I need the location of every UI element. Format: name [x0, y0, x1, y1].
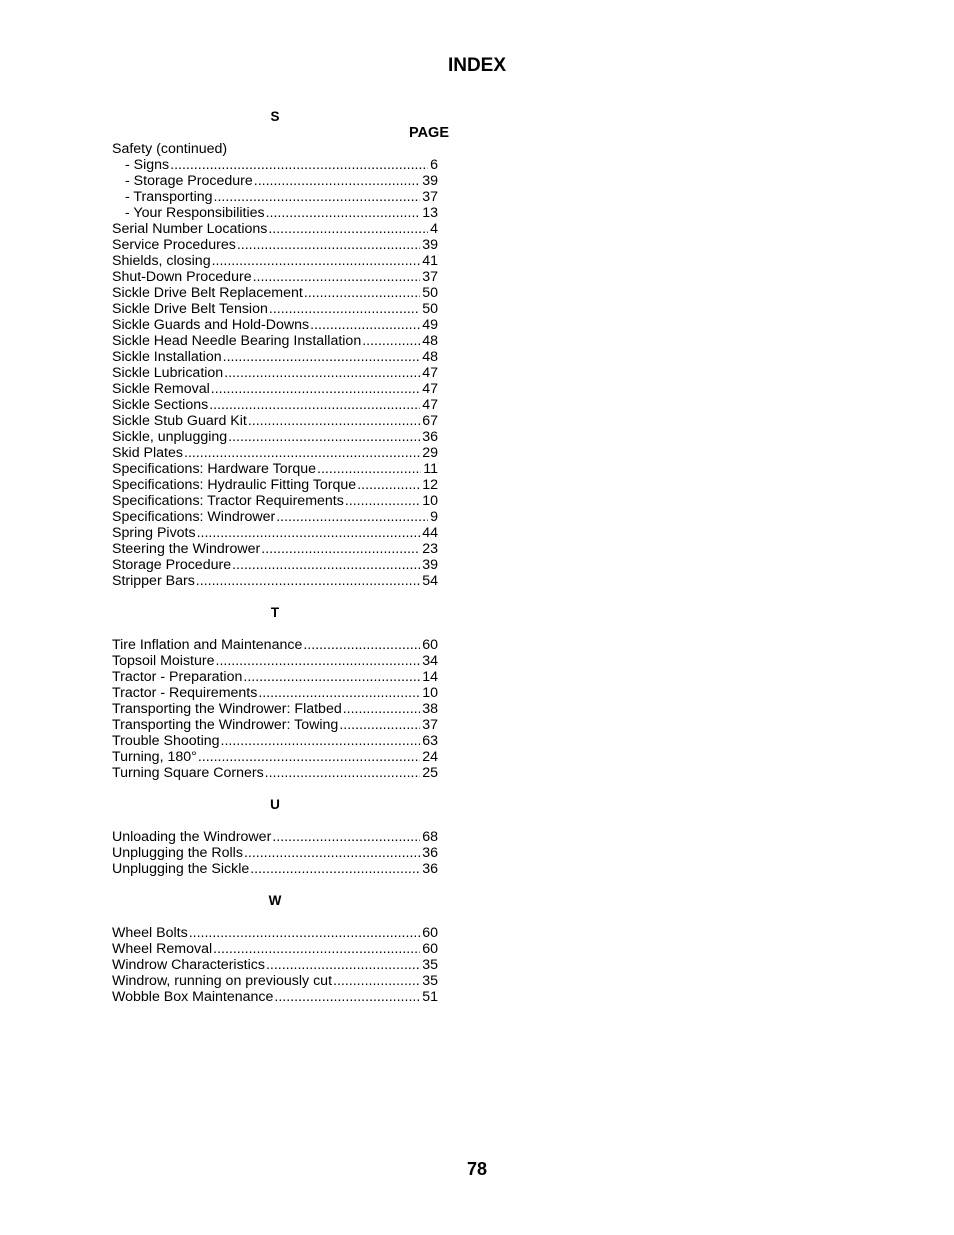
section-spacer	[112, 909, 438, 925]
page-number: 78	[466, 1159, 488, 1179]
dot-leader	[214, 189, 421, 205]
entry-label: Skid Plates	[112, 445, 183, 461]
dot-leader	[198, 749, 420, 765]
dot-leader	[224, 365, 420, 381]
entry-page-number: 54	[422, 573, 438, 589]
entry-page-number: 4	[430, 221, 438, 237]
dot-leader	[258, 685, 420, 701]
index-entry	[112, 829, 438, 845]
entry-page-number: 36	[422, 429, 438, 445]
entry-label: Specifications: Tractor Requirements	[112, 493, 344, 509]
index-entry	[112, 269, 438, 285]
entry-page-number: 12	[422, 477, 438, 493]
entry-label: Safety (continued)	[112, 141, 228, 157]
entry-page-number: 48	[422, 333, 438, 349]
dot-leader	[345, 493, 420, 509]
index-entry	[112, 957, 438, 973]
index-entry	[112, 173, 438, 189]
index-entry	[112, 861, 438, 877]
entry-page-number: 24	[422, 749, 438, 765]
index-entry	[112, 973, 438, 989]
entry-page-number: 49	[422, 317, 438, 333]
entry-page-number: 47	[422, 397, 438, 413]
entry-label: Trouble Shooting	[112, 733, 220, 749]
entry-label: Shut-Down Procedure	[112, 269, 252, 285]
entry-label: Storage Procedure	[112, 557, 232, 573]
entry-page-number: 60	[422, 925, 438, 941]
entry-page-number: 10	[422, 493, 438, 509]
dot-leader	[209, 397, 420, 413]
index-entry	[112, 717, 438, 733]
entry-page-number: 47	[422, 381, 438, 397]
index-list	[112, 109, 449, 1005]
entry-label: Specifications: Hydraulic Fitting Torque	[112, 477, 357, 493]
entry-label: Sickle Lubrication	[112, 365, 224, 381]
entry-page-number: 23	[422, 541, 438, 557]
entry-page-number: 13	[422, 205, 438, 221]
section-spacer	[112, 877, 438, 893]
dot-leader	[266, 205, 421, 221]
entry-label: Transporting the Windrower: Towing	[112, 717, 339, 733]
dot-leader	[197, 525, 421, 541]
entry-label: Wheel Removal	[112, 941, 213, 957]
entry-label: Stripper Bars	[112, 573, 195, 589]
dot-leader	[223, 349, 421, 365]
entry-page-number: 51	[422, 989, 438, 1005]
entry-page-number: 35	[422, 973, 438, 989]
index-entry	[112, 349, 438, 365]
entry-page-number: 60	[422, 637, 438, 653]
section-letter: T	[270, 605, 280, 620]
entry-page-number: 50	[422, 285, 438, 301]
index-entry	[112, 205, 438, 221]
entry-label: Wheel Bolts	[112, 925, 188, 941]
entry-label: Topsoil Moisture	[112, 653, 215, 669]
dot-leader	[274, 989, 420, 1005]
dot-leader	[212, 253, 421, 269]
index-entry	[112, 925, 438, 941]
index-entry	[112, 285, 438, 301]
index-entry	[112, 301, 438, 317]
index-entry	[112, 461, 438, 477]
index-entry	[112, 525, 438, 541]
index-entry	[112, 573, 438, 589]
entry-page-number: 38	[422, 701, 438, 717]
entry-label: Sickle, unplugging	[112, 429, 228, 445]
index-entry	[112, 381, 438, 397]
entry-page-number: 47	[422, 365, 438, 381]
index-entry	[112, 701, 438, 717]
entry-label: Sickle Stub Guard Kit	[112, 413, 247, 429]
dot-leader	[343, 701, 420, 717]
index-entry	[112, 493, 438, 509]
entry-page-number: 6	[430, 157, 438, 173]
index-entry	[112, 365, 438, 381]
dot-leader	[244, 845, 420, 861]
entry-page-number: 39	[422, 173, 438, 189]
dot-leader	[269, 301, 420, 317]
index-entry	[112, 845, 438, 861]
section-spacer	[112, 589, 438, 605]
dot-leader	[221, 733, 421, 749]
entry-page-number: 63	[422, 733, 438, 749]
index-entry	[112, 541, 438, 557]
entry-page-number: 10	[422, 685, 438, 701]
entry-page-number: 50	[422, 301, 438, 317]
section-letter: W	[268, 893, 282, 908]
index-entry	[112, 509, 438, 525]
index-entry	[112, 253, 438, 269]
index-entry	[112, 333, 438, 349]
index-entry	[112, 765, 438, 781]
dot-leader	[303, 637, 420, 653]
dot-leader	[317, 461, 421, 477]
index-entry	[112, 653, 438, 669]
dot-leader	[228, 429, 420, 445]
entry-label: - Your Responsibilities	[125, 205, 265, 221]
dot-leader	[237, 237, 420, 253]
index-entry	[112, 221, 438, 237]
entry-page-number: 36	[422, 861, 438, 877]
dot-leader	[339, 717, 420, 733]
dot-leader	[189, 925, 421, 941]
dot-leader	[333, 973, 420, 989]
entry-label: - Signs	[125, 157, 170, 173]
index-entry	[112, 189, 438, 205]
index-entry	[112, 989, 438, 1005]
entry-page-number: 68	[422, 829, 438, 845]
dot-leader	[216, 653, 421, 669]
index-section-u	[112, 797, 438, 893]
entry-label: Sickle Installation	[112, 349, 222, 365]
index-entry	[112, 685, 438, 701]
dot-leader	[357, 477, 420, 493]
dot-leader	[261, 541, 420, 557]
dot-leader	[232, 557, 420, 573]
page-column-header: PAGE	[408, 125, 449, 141]
section-spacer	[112, 781, 438, 797]
index-entry	[112, 733, 438, 749]
dot-leader	[362, 333, 420, 349]
index-entry	[112, 445, 438, 461]
section-letter: U	[270, 797, 280, 812]
entry-page-number: 9	[430, 509, 438, 525]
index-section-w	[112, 893, 438, 1005]
dot-leader	[250, 861, 420, 877]
entry-page-number: 14	[422, 669, 438, 685]
dot-leader	[184, 445, 420, 461]
section-spacer	[112, 621, 438, 637]
entry-label: Spring Pivots	[112, 525, 196, 541]
entry-label: Tire Inflation and Maintenance	[112, 637, 303, 653]
dot-leader	[272, 829, 420, 845]
index-entry	[112, 397, 438, 413]
index-entry	[112, 669, 438, 685]
entry-label: Sickle Head Needle Bearing Installation	[112, 333, 362, 349]
entry-page-number: 29	[422, 445, 438, 461]
index-entry	[112, 637, 438, 653]
entry-label: - Storage Procedure	[125, 173, 253, 189]
index-entry	[112, 477, 438, 493]
index-section-t	[112, 605, 438, 797]
entry-label: Specifications: Windrower	[112, 509, 276, 525]
index-entry	[112, 157, 438, 173]
entry-label: Sickle Removal	[112, 381, 210, 397]
dot-leader	[213, 941, 420, 957]
entry-page-number: 36	[422, 845, 438, 861]
entry-label: Serial Number Locations	[112, 221, 268, 237]
entry-label: Wobble Box Maintenance	[112, 989, 274, 1005]
entry-page-number: 39	[422, 237, 438, 253]
index-entry	[112, 429, 438, 445]
entry-label: Unplugging the Sickle	[112, 861, 250, 877]
dot-leader	[248, 413, 420, 429]
index-section-s	[112, 109, 449, 605]
dot-leader	[170, 157, 428, 173]
dot-leader	[243, 669, 420, 685]
entry-label: Sickle Drive Belt Tension	[112, 301, 268, 317]
entry-label: Sickle Drive Belt Replacement	[112, 285, 303, 301]
index-entry	[112, 317, 438, 333]
dot-leader	[265, 765, 421, 781]
dot-leader	[196, 573, 420, 589]
entry-label: Steering the Windrower	[112, 541, 261, 557]
index-entry	[112, 941, 438, 957]
dot-leader	[268, 221, 428, 237]
entry-page-number: 25	[422, 765, 438, 781]
section-spacer	[112, 813, 438, 829]
entry-label: Tractor - Requirements	[112, 685, 258, 701]
entry-label: Turning Square Corners	[112, 765, 264, 781]
entry-label: Tractor - Preparation	[112, 669, 243, 685]
entry-page-number: 37	[422, 269, 438, 285]
index-entry	[112, 237, 438, 253]
entry-label: Unplugging the Rolls	[112, 845, 243, 861]
entry-label: Specifications: Hardware Torque	[112, 461, 316, 477]
entry-label: Windrow, running on previously cut	[112, 973, 333, 989]
entry-label: Service Procedures	[112, 237, 236, 253]
entry-label: Windrow Characteristics	[112, 957, 265, 973]
entry-page-number: 60	[422, 941, 438, 957]
entry-label: Transporting the Windrower: Flatbed	[112, 701, 342, 717]
entry-label: Sickle Guards and Hold-Downs	[112, 317, 310, 333]
entry-page-number: 35	[422, 957, 438, 973]
entry-page-number: 11	[423, 461, 438, 477]
entry-page-number: 39	[422, 557, 438, 573]
entry-label: - Transporting	[125, 189, 213, 205]
entry-label: Turning, 180°	[112, 749, 197, 765]
entry-page-number: 44	[422, 525, 438, 541]
entry-page-number: 37	[422, 717, 438, 733]
entry-label: Shields, closing	[112, 253, 211, 269]
index-entry	[112, 749, 438, 765]
page-title: INDEX	[447, 55, 507, 76]
dot-leader	[304, 285, 420, 301]
entry-page-number: 48	[422, 349, 438, 365]
section-letter: S	[270, 109, 280, 124]
index-entry	[112, 557, 438, 573]
entry-label: Unloading the Windrower	[112, 829, 272, 845]
entry-page-number: 34	[422, 653, 438, 669]
dot-leader	[276, 509, 428, 525]
entry-page-number: 67	[422, 413, 438, 429]
entry-label: Sickle Sections	[112, 397, 209, 413]
entry-page-number: 41	[422, 253, 438, 269]
dot-leader	[254, 173, 420, 189]
index-entry	[112, 413, 438, 429]
dot-leader	[253, 269, 421, 285]
entry-page-number: 37	[422, 189, 438, 205]
dot-leader	[310, 317, 420, 333]
dot-leader	[211, 381, 420, 397]
index-entry	[112, 141, 438, 157]
dot-leader	[266, 957, 420, 973]
